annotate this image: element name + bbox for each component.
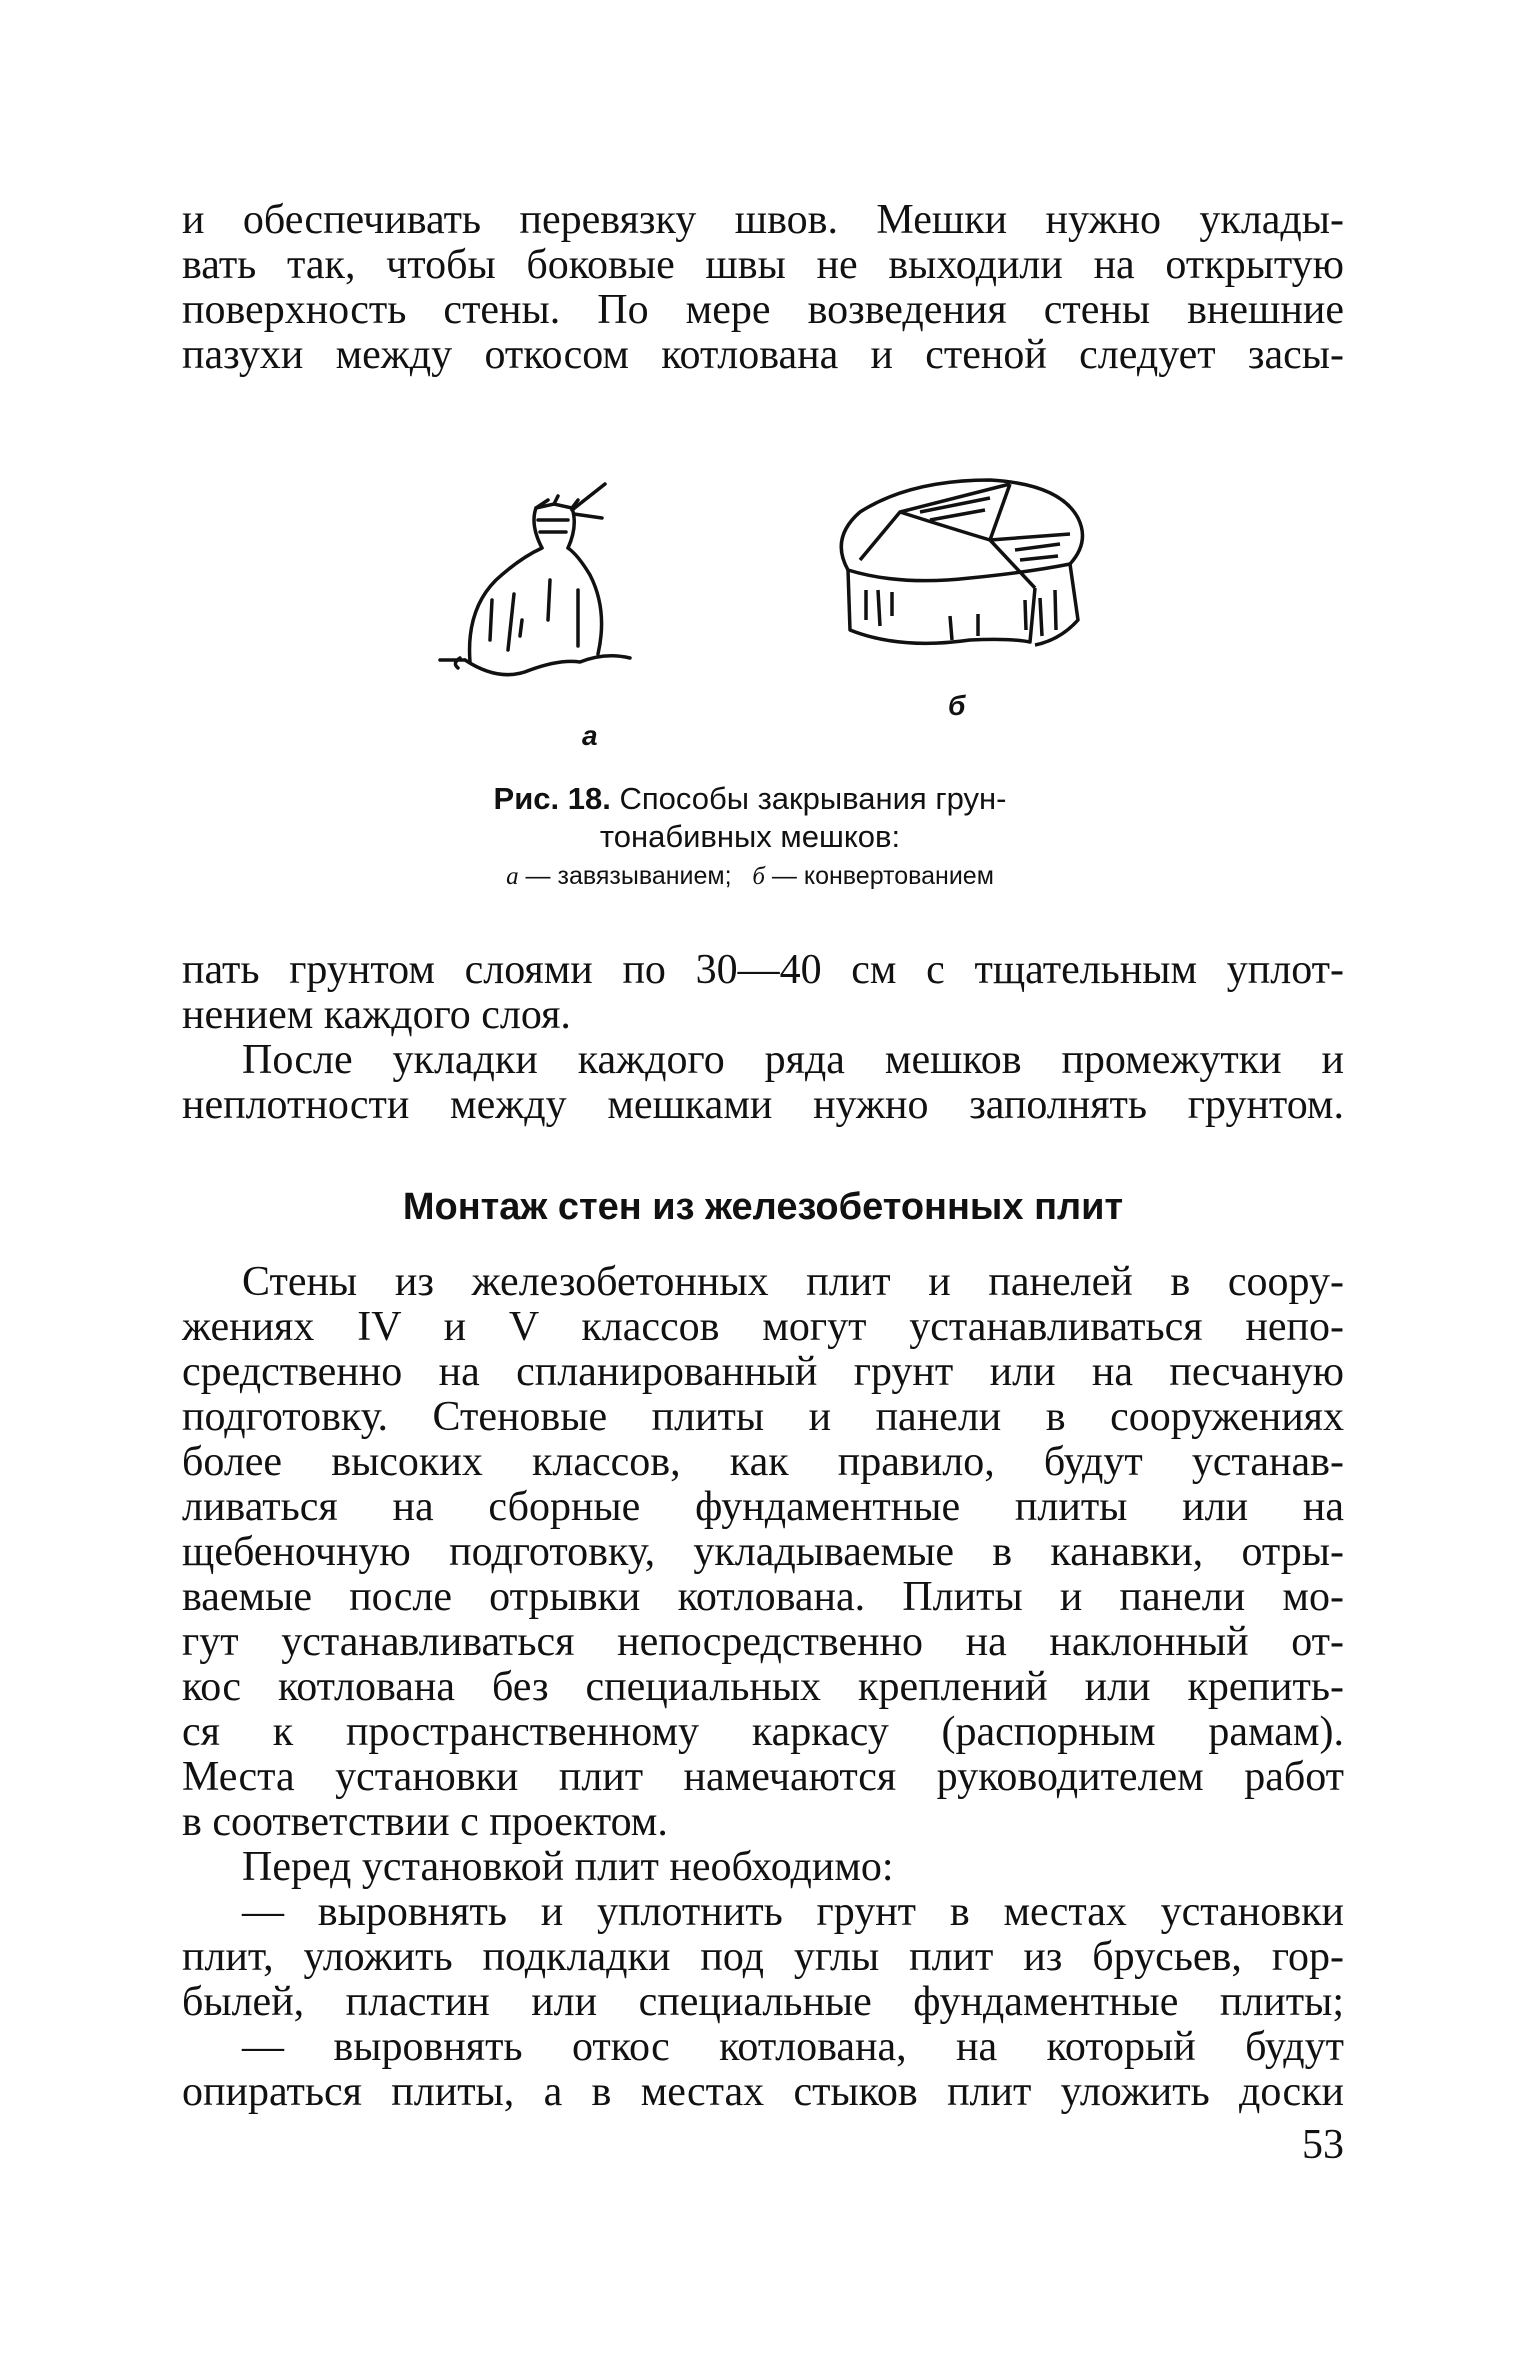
text-line: подготовку. Стеновые плиты и панели в сооружениях [182,1394,1344,1440]
envelope-sack-drawing [841,480,1082,645]
page-number: 53 [1302,2122,1344,2168]
section-body [182,1260,1344,2115]
text-line: После укладки каждого ряда мешков промежутки и [242,1037,1344,1083]
text-line: щебеночную подготовку, укладываемые в канавки, отры- [182,1529,1344,1575]
text-line: ся к пространственному каркасу (распорным рамам). [182,1709,1344,1755]
top-paragraph [182,198,1344,378]
figure-label-a: а [582,720,598,751]
caption-a-letter: а [506,863,519,890]
caption-b-letter: б [752,863,765,890]
figure-caption [430,780,1070,897]
tied-sack-drawing [440,484,630,675]
text-line: и обеспечивать перевязку швов. Мешки нужно уклады- [182,197,1344,243]
text-line: гут устанавливаться непосредственно на наклонный от- [182,1619,1344,1665]
text-line: плит, уложить подкладки под углы плит из брусьев, гор- [182,1934,1344,1980]
text-line: ваемые после отрывки котлована. Плиты и панели мо- [182,1574,1344,1620]
text-line: в соответствии с проектом. [182,1799,668,1845]
text-line: более высоких классов, как правило, будут устанав- [182,1439,1344,1485]
text-line: Стены из железобетонных плит и панелей в соору- [242,1259,1344,1305]
text-line: поверхность стены. По мере возведения стены внешние [182,287,1344,333]
text-line: вать так, чтобы боковые швы не выходили на открытую [182,242,1344,288]
caption-line-1: Способы закрывания грун- [619,781,1007,816]
continued-paragraph [182,948,1344,1128]
caption-prefix: Рис. 18. [493,781,611,816]
text-line: средственно на спланированный грунт или на песчаную [182,1349,1344,1395]
text-line: — выровнять и уплотнить грунт в местах установки [242,1889,1344,1935]
figure-18 [430,440,1130,780]
text-line: жениях IV и V классов могут устанавливаться непо- [182,1304,1344,1350]
text-line: Места установки плит намечаются руководителем работ [182,1754,1344,1800]
sack-illustration [430,440,1130,780]
figure-label-b: б [948,690,966,721]
section-heading: Монтаж стен из железобетонных плит [402,1186,1124,1228]
caption-b-text: — конвертованием [771,862,994,890]
text-line: — выровнять откос котлована, на который будут [242,2024,1344,2070]
text-line: ливаться на сборные фундаментные плиты или на [182,1484,1344,1530]
caption-legend [430,856,1070,897]
text-line: опираться плиты, а в местах стыков плит уложить доски [182,2069,1344,2115]
text-line: пазухи между откосом котлована и стеной следует засы- [182,332,1344,378]
text-line: нением каждого слоя. [182,992,571,1038]
text-line: пать грунтом слоями по 30—40 см с тщательным уплот- [182,947,1344,993]
text-line: былей, пластин или специальные фундаментные плиты; [182,1979,1344,2025]
caption-a-text: — завязыванием; [525,862,732,890]
caption-line-2: тонабивных мешков: [599,819,901,854]
text-line: Перед установкой плит необходимо: [242,1844,894,1890]
text-line: неплотности между мешками нужно заполнять грунтом. [182,1082,1344,1128]
text-line: кос котлована без специальных креплений или крепить- [182,1664,1344,1710]
